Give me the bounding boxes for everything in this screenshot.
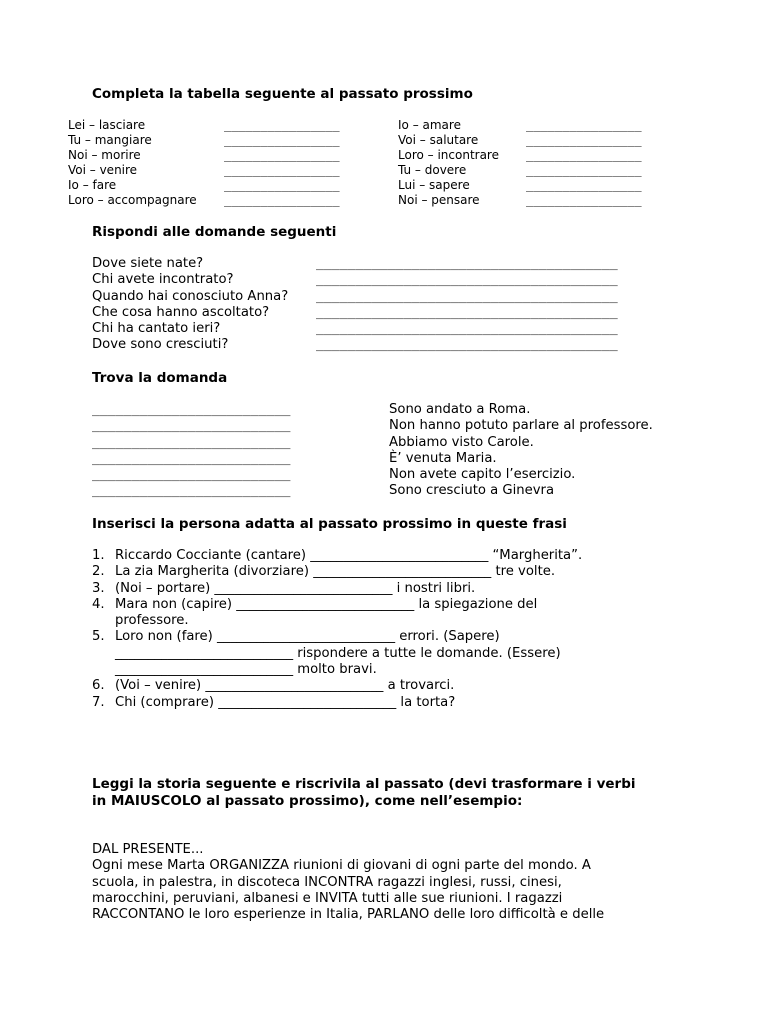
item-number: 5. xyxy=(92,629,105,645)
story-line: RACCONTANO le loro esperienze in Italia, PARLANO delle loro difficoltà e delle xyxy=(92,907,605,923)
story-line: scuola, in palestra, in discoteca INCONTRA ragazzi inglesi, russi, cinesi, xyxy=(92,874,562,890)
answer-text: Abbiamo visto Carole. xyxy=(389,434,534,450)
answer-blank[interactable]: ________________ xyxy=(224,193,340,207)
verb-left: Io – fare xyxy=(68,178,117,192)
question-blank[interactable]: _________________________ xyxy=(92,434,291,450)
sentence-text[interactable]: (Noi – portare) ___________________________ i nostri libri. xyxy=(115,580,476,596)
section5-title-line2: in MAIUSCOLO al passato prossimo), come nell’esempio: xyxy=(92,793,523,809)
answer-blank[interactable]: ______________________________________ xyxy=(316,288,618,304)
question-blank[interactable]: _________________________ xyxy=(92,402,291,417)
sentence-text[interactable]: Riccardo Cocciante (cantare) ___________________________ “Margherita”. xyxy=(115,548,583,563)
answer-text: È’ venuta Maria. xyxy=(389,450,497,466)
verb-left: Voi – venire xyxy=(68,163,138,177)
sentence-text[interactable]: ___________________________ rispondere a tutte le domande. (Essere) xyxy=(115,645,561,661)
question-blank[interactable]: _________________________ xyxy=(92,483,291,499)
answer-blank[interactable]: ________________ xyxy=(224,163,340,177)
story-line: Ogni mese Marta ORGANIZZA riunioni di giovani di ogni parte del mondo. A xyxy=(92,858,591,874)
item-number: 6. xyxy=(92,678,105,694)
answer-blank[interactable]: ________________ xyxy=(526,148,642,162)
question-text: Chi avete incontrato? xyxy=(92,272,234,288)
item-number: 2. xyxy=(92,564,105,580)
sentence-text[interactable]: Loro non (fare) ___________________________ errori. (Sapere) xyxy=(115,629,500,645)
section5-title-line1: Leggi la storia seguente e riscrivila al passato (devi trasformare i verbi xyxy=(92,776,636,792)
story-line: marocchini, peruviani, albanesi e INVITA tutti alle sue riunioni. I ragazzi xyxy=(92,890,563,906)
answer-blank[interactable]: ________________ xyxy=(224,148,340,162)
question-text: Che cosa hanno ascoltato? xyxy=(92,304,270,320)
answer-blank[interactable]: ________________ xyxy=(526,193,642,207)
question-blank[interactable]: _________________________ xyxy=(92,418,291,434)
story-label: DAL PRESENTE... xyxy=(92,842,204,857)
item-number: 4. xyxy=(92,596,105,612)
answer-blank[interactable]: ________________ xyxy=(526,163,642,177)
verb-right: Lui – sapere xyxy=(398,178,470,192)
answer-text: Sono cresciuto a Ginevra xyxy=(389,483,555,499)
answer-blank[interactable]: ______________________________________ xyxy=(316,272,618,288)
section1-title: Completa la tabella seguente al passato prossimo xyxy=(92,86,473,102)
answer-blank[interactable]: ______________________________________ xyxy=(316,337,618,353)
sentence-text: professore. xyxy=(115,613,189,629)
sentence-text[interactable]: ___________________________ molto bravi. xyxy=(115,662,377,678)
verb-left: Loro – accompagnare xyxy=(68,193,197,207)
verb-left: Tu – mangiare xyxy=(68,133,152,147)
answer-blank[interactable]: ________________ xyxy=(526,178,642,192)
answer-text: Non avete capito l’esercizio. xyxy=(389,467,576,483)
answer-blank[interactable]: ______________________________________ xyxy=(316,304,618,320)
sentence-text[interactable]: La zia Margherita (divorziare) ___________________________ tre volte. xyxy=(115,564,556,580)
question-blank[interactable]: _________________________ xyxy=(92,467,291,483)
answer-text: Non hanno potuto parlare al professore. xyxy=(389,418,653,434)
answer-blank[interactable]: ________________ xyxy=(526,133,642,147)
story-text xyxy=(92,842,682,923)
item-number: 7. xyxy=(92,694,105,710)
answer-blank[interactable]: ________________ xyxy=(224,118,340,132)
question-text: Chi ha cantato ieri? xyxy=(92,321,221,337)
sentence-text[interactable]: Chi (comprare) ___________________________ la torta? xyxy=(115,694,456,710)
verb-right: Loro – incontrare xyxy=(398,148,499,162)
question-text: Quando hai conosciuto Anna? xyxy=(92,288,289,304)
question-blank[interactable]: _________________________ xyxy=(92,450,291,466)
answer-blank[interactable]: ______________________________________ xyxy=(316,256,618,271)
verb-right: Io – amare xyxy=(398,118,461,132)
verb-left: Lei – lasciare xyxy=(68,118,146,132)
answer-text: Sono andato a Roma. xyxy=(389,402,531,417)
item-number: 3. xyxy=(92,580,105,596)
question-text: Dove siete nate? xyxy=(92,256,204,271)
verb-left: Noi – morire xyxy=(68,148,141,162)
sentence-text[interactable]: Mara non (capire) ___________________________ la spiegazione del xyxy=(115,596,538,612)
item-number: 1. xyxy=(92,548,105,563)
answer-blank[interactable]: ________________ xyxy=(224,178,340,192)
answer-blank[interactable]: ________________ xyxy=(224,133,340,147)
verb-right: Tu – dovere xyxy=(398,163,467,177)
verb-right: Voi – salutare xyxy=(398,133,479,147)
section4-title: Inserisci la persona adatta al passato prossimo in queste frasi xyxy=(92,516,567,532)
answer-blank[interactable]: ________________ xyxy=(526,118,642,132)
section2-title: Rispondi alle domande seguenti xyxy=(92,224,337,240)
section3-title: Trova la domanda xyxy=(92,370,228,386)
sentence-text[interactable]: (Voi – venire) ___________________________ a trovarci. xyxy=(115,678,455,694)
verb-right: Noi – pensare xyxy=(398,193,480,207)
question-text: Dove sono cresciuti? xyxy=(92,337,229,353)
answer-blank[interactable]: ______________________________________ xyxy=(316,321,618,337)
